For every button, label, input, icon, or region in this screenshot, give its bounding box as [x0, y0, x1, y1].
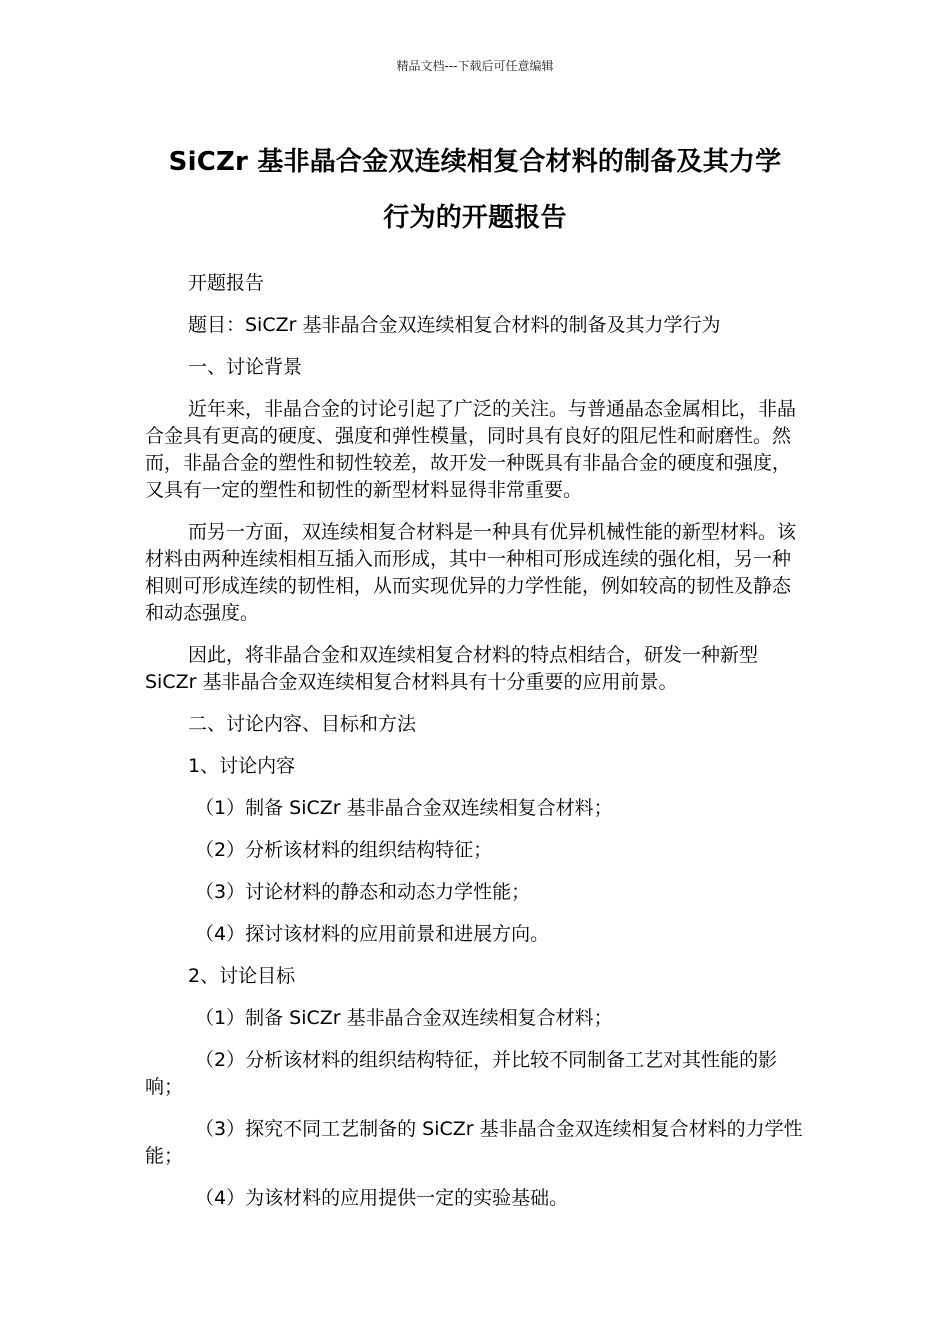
subsection-heading: 2、讨论目标: [188, 965, 296, 987]
paragraph: 因此，将非晶合金和双连续相复合材料的特点相结合，研发一种新型 SiCZr 基非晶合金双连续相复合材料具有十分重要的应用前景。: [145, 644, 759, 693]
section-heading: 一、讨论背景: [188, 356, 303, 378]
list-item: （4）探讨该材料的应用前景和进展方向。: [195, 923, 550, 945]
list-item: （3）探究不同工艺制备的 SiCZr 基非晶合金双连续相复合材料的力学性能；: [145, 1118, 803, 1167]
document-title: [140, 134, 810, 246]
page-header: 精品文档---下载后可任意编辑: [396, 59, 554, 73]
paragraph: 而另一方面，双连续相复合材料是一种具有优异机械性能的新型材料。该材料由两种连续相相互插入而形成，其中一种相可形成连续的强化相，另一种相则可形成连续的韧性相，从而实现优异的力学性能，例如较高的韧性及静态和动态强度。: [145, 521, 797, 624]
subsection-heading: 1、讨论内容: [188, 755, 296, 777]
topic-line: 题目：SiCZr 基非晶合金双连续相复合材料的制备及其力学行为: [188, 314, 721, 336]
list-item: （2）分析该材料的组织结构特征；: [195, 839, 493, 861]
list-item: （1）制备 SiCZr 基非晶合金双连续相复合材料；: [195, 1007, 613, 1029]
title-line-2: 行为的开题报告: [383, 203, 567, 233]
document-body: [145, 270, 807, 1227]
section-heading: 二、讨论内容、目标和方法: [188, 713, 417, 735]
title-line-1: SiCZr 基非晶合金双连续相复合材料的制备及其力学: [168, 147, 782, 177]
list-item: （1）制备 SiCZr 基非晶合金双连续相复合材料；: [195, 797, 613, 819]
paragraph: 近年来，非晶合金的讨论引起了广泛的关注。与普通晶态金属相比，非晶合金具有更高的硬度、强度和弹性模量，同时具有良好的阻尼性和耐磨性。然而，非晶合金的塑性和韧性较差，故开发一种既具有非晶合金的硬度和强度，又具有一定的塑性和韧性的新型材料显得非常重要。: [145, 398, 797, 501]
list-item: （2）分析该材料的组织结构特征，并比较不同制备工艺对其性能的影响；: [145, 1049, 778, 1098]
list-item: （3）讨论材料的静态和动态力学性能；: [195, 881, 531, 903]
section-label: 开题报告: [188, 272, 265, 294]
list-item: （4）为该材料的应用提供一定的实验基础。: [195, 1187, 569, 1209]
